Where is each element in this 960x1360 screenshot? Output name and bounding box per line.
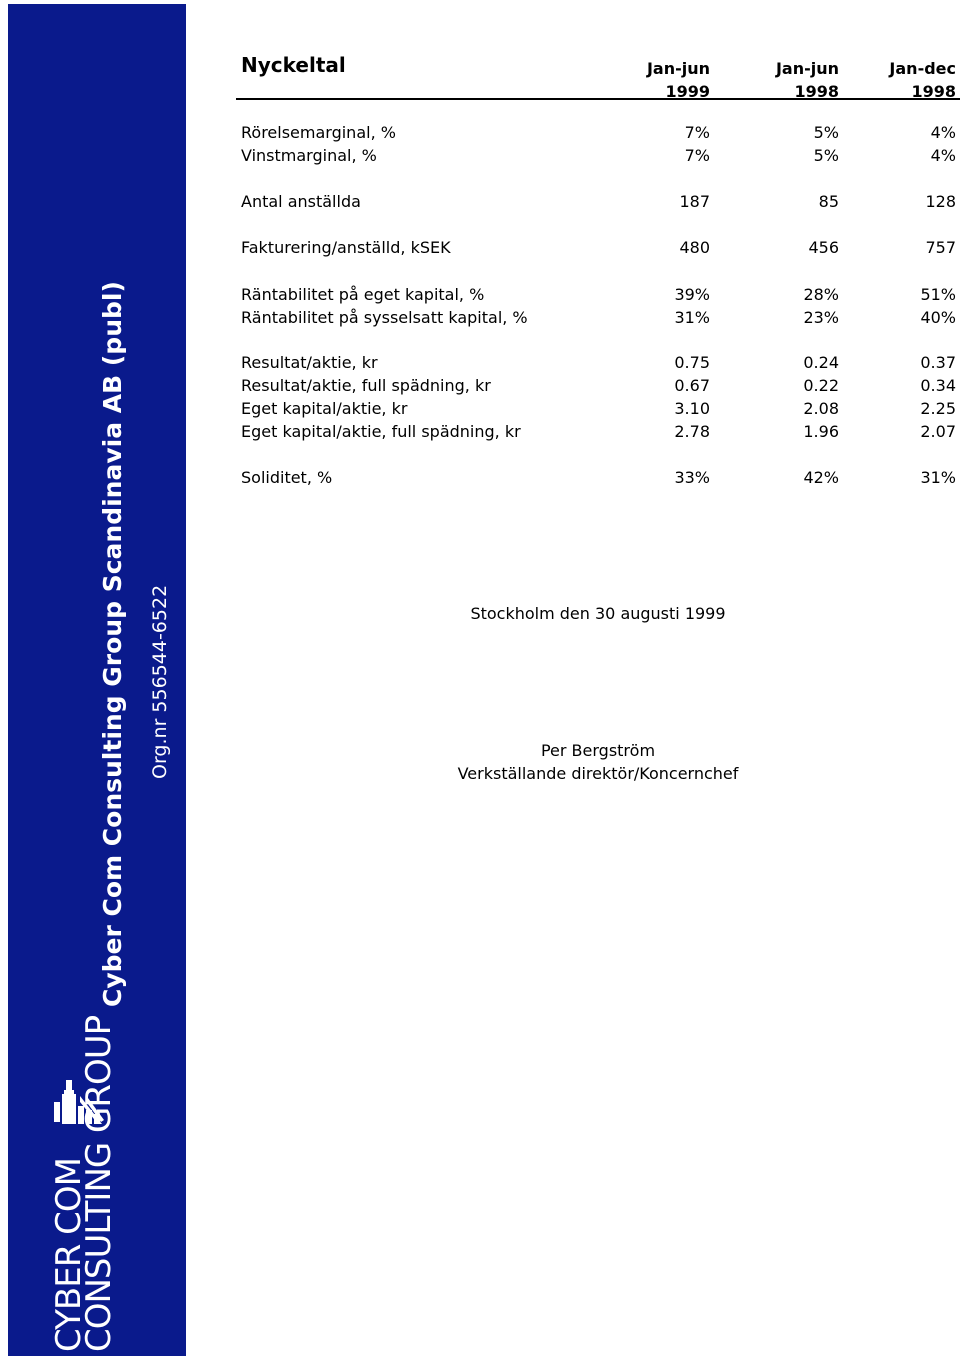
table-row bbox=[236, 375, 960, 397]
row-value: 4% bbox=[930, 146, 956, 165]
row-value: 42% bbox=[803, 468, 839, 487]
row-value: 128 bbox=[925, 192, 956, 211]
row-value: 2.78 bbox=[674, 422, 710, 441]
logo-wordmark bbox=[49, 1015, 119, 1352]
row-value: 31% bbox=[920, 468, 956, 487]
company-name: Cyber Com Consulting Group Scandinavia AB (publ) bbox=[98, 281, 127, 1007]
org-number: Org.nr 556544-6522 bbox=[149, 584, 171, 779]
row-label: Eget kapital/aktie, full spädning, kr bbox=[241, 422, 521, 441]
row-value: 7% bbox=[684, 123, 710, 142]
row-label: Resultat/aktie, kr bbox=[241, 353, 378, 372]
table-row bbox=[236, 307, 960, 329]
row-value: 7% bbox=[684, 146, 710, 165]
table-row bbox=[236, 191, 960, 213]
row-value: 0.75 bbox=[674, 353, 710, 372]
column-header-2 bbox=[776, 57, 839, 103]
row-value: 2.08 bbox=[803, 399, 839, 418]
row-value: 2.07 bbox=[920, 422, 956, 441]
column-header-3 bbox=[889, 57, 956, 103]
row-value: 0.34 bbox=[920, 376, 956, 395]
table-row bbox=[236, 237, 960, 259]
row-value: 39% bbox=[674, 285, 710, 304]
row-value: 31% bbox=[674, 308, 710, 327]
row-label: Soliditet, % bbox=[241, 468, 333, 487]
row-value: 1.96 bbox=[803, 422, 839, 441]
column-period: Jan-jun bbox=[646, 59, 710, 78]
row-value: 5% bbox=[813, 123, 839, 142]
row-label: Vinstmarginal, % bbox=[241, 146, 377, 165]
row-label: Resultat/aktie, full spädning, kr bbox=[241, 376, 491, 395]
row-value: 0.37 bbox=[920, 353, 956, 372]
row-value: 33% bbox=[674, 468, 710, 487]
row-value: 0.67 bbox=[674, 376, 710, 395]
column-period: Jan-jun bbox=[775, 59, 839, 78]
row-value: 51% bbox=[920, 285, 956, 304]
row-value: 3.10 bbox=[674, 399, 710, 418]
signatory-name: Per Bergström bbox=[540, 741, 656, 760]
table-row bbox=[236, 122, 960, 144]
row-value: 2.25 bbox=[920, 399, 956, 418]
row-value: 0.22 bbox=[803, 376, 839, 395]
row-value: 5% bbox=[813, 146, 839, 165]
table-row bbox=[236, 352, 960, 374]
table-row bbox=[236, 398, 960, 420]
signature-block bbox=[236, 739, 960, 785]
column-year: 1998 bbox=[911, 82, 956, 101]
row-label: Rörelsemarginal, % bbox=[241, 123, 396, 142]
place-and-date: Stockholm den 30 augusti 1999 bbox=[470, 604, 726, 623]
company-logo bbox=[49, 1015, 150, 1352]
row-value: 85 bbox=[818, 192, 839, 211]
table-row bbox=[236, 421, 960, 443]
row-label: Räntabilitet på sysselsatt kapital, % bbox=[241, 308, 528, 327]
row-label: Antal anställda bbox=[241, 192, 361, 211]
signatory-title: Verkställande direktör/Koncernchef bbox=[457, 764, 739, 783]
table-title: Nyckeltal bbox=[241, 53, 346, 77]
row-value: 40% bbox=[920, 308, 956, 327]
row-value: 757 bbox=[925, 238, 956, 257]
row-value: 23% bbox=[803, 308, 839, 327]
column-header-1 bbox=[647, 57, 710, 103]
row-value: 480 bbox=[679, 238, 710, 257]
row-value: 0.24 bbox=[803, 353, 839, 372]
column-year: 1998 bbox=[794, 82, 839, 101]
row-value: 28% bbox=[803, 285, 839, 304]
table-row bbox=[236, 284, 960, 306]
row-value: 187 bbox=[679, 192, 710, 211]
row-label: Eget kapital/aktie, kr bbox=[241, 399, 408, 418]
row-label: Räntabilitet på eget kapital, % bbox=[241, 285, 485, 304]
row-value: 4% bbox=[930, 123, 956, 142]
table-row bbox=[236, 145, 960, 167]
sidebar-banner bbox=[8, 4, 186, 1356]
column-period: Jan-dec bbox=[889, 59, 956, 78]
table-row bbox=[236, 467, 960, 489]
table-header bbox=[236, 50, 960, 100]
row-label: Fakturering/anställd, kSEK bbox=[241, 238, 451, 257]
logo-line-2: CONSULTING GROUP bbox=[79, 1015, 119, 1352]
row-value: 456 bbox=[808, 238, 839, 257]
logo-line-1: CYBER COM bbox=[49, 1158, 89, 1352]
column-year: 1999 bbox=[665, 82, 710, 101]
